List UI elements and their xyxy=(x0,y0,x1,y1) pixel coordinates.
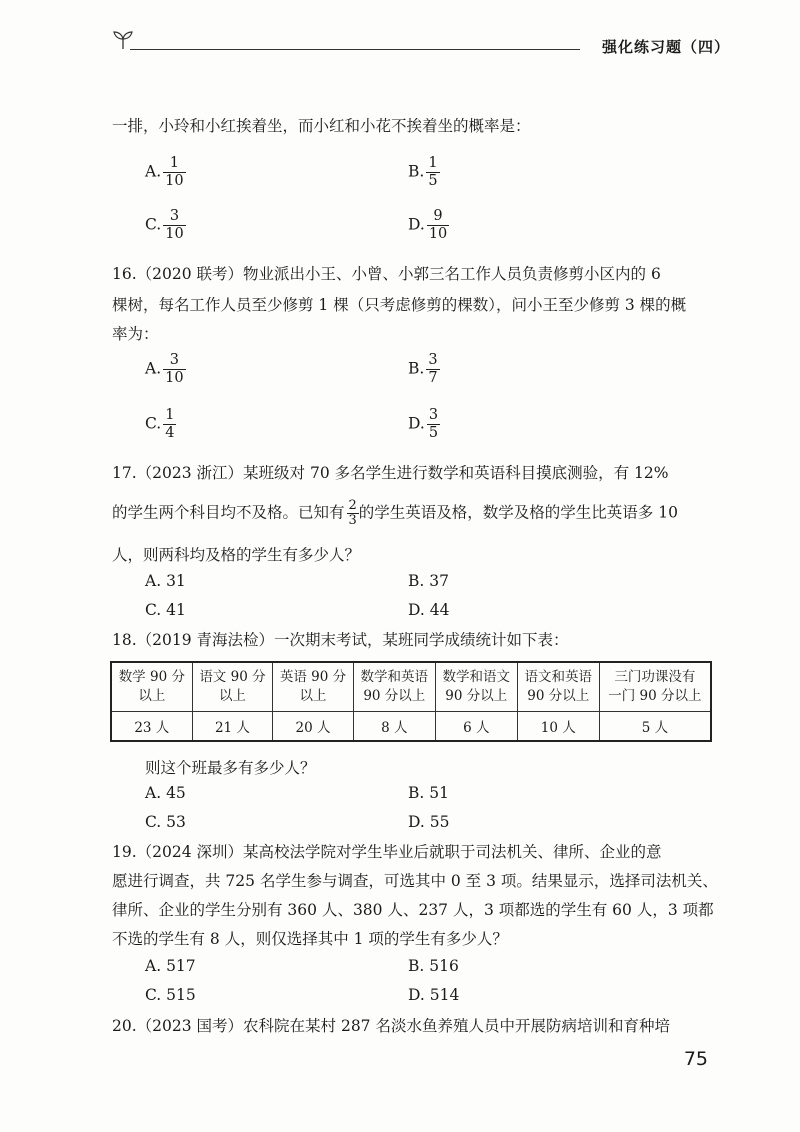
q17-line-3: 人，则两科均及格的学生有多少人？ xyxy=(112,546,361,564)
q16-option-c: C. $\frac{1}{4}$ xyxy=(145,407,175,441)
q18-option-b: B. 51 xyxy=(408,784,449,802)
q17-option-a: A. 31 xyxy=(145,572,186,590)
q19-option-a: A. 517 xyxy=(145,957,196,975)
header-rule xyxy=(130,49,580,50)
q18-option-d: D. 55 xyxy=(408,813,450,831)
q19-line-3: 律所、企业的学生分别有 360 人、380 人、237 人，3 项都选的学生有 60 人，3 项都 xyxy=(112,901,714,919)
q16-option-a: A. $\frac{3}{10}$ xyxy=(145,352,184,386)
q18-question: 则这个班最多有多少人？ xyxy=(145,759,316,777)
q18-option-a: A. 45 xyxy=(145,784,186,802)
q16-option-d: D. $\frac{3}{5}$ xyxy=(408,407,439,441)
score-table xyxy=(110,661,712,742)
q16-line-3: 率为： xyxy=(112,325,159,343)
table-header-row xyxy=(111,662,711,712)
fraction: $\frac{9}{10}$ xyxy=(428,208,448,242)
sprout-icon xyxy=(112,28,134,50)
table-header-cell: 语文 90 分 以上 xyxy=(192,662,273,712)
q20-line-1: 20.（2023 国考）农科院在某村 287 名淡水鱼养殖人员中开展防病培训和育种培 xyxy=(112,1017,670,1035)
q17-option-c: C. 41 xyxy=(145,601,186,619)
q19-option-c: C. 515 xyxy=(145,986,196,1004)
q19-line-4: 不选的学生有 8 人，则仅选择其中 1 项的学生有多少人？ xyxy=(112,930,508,948)
table-header-cell: 三门功课没有 一门 90 分以上 xyxy=(599,662,711,712)
table-header-cell: 数学 90 分 以上 xyxy=(111,662,192,712)
table-header-cell: 数学和英语 90 分以上 xyxy=(353,662,435,712)
q15-stem: 一排，小玲和小红挨着坐，而小红和小花不挨着坐的概率是： xyxy=(112,117,531,135)
q17-line-2: 的学生两个科目均不及格。已知有 $\frac{2}{3}$ 的学生英语及格，数学及格的学生比英语多 10 xyxy=(112,498,678,528)
q17-option-b: B. 37 xyxy=(408,572,449,590)
table-cell: 5 人 xyxy=(599,712,711,742)
q16-option-b: B. $\frac{3}{7}$ xyxy=(408,352,438,386)
q16-line-2: 棵树，每名工作人员至少修剪 1 棵（只考虑修剪的棵数），问小王至少修剪 3 棵的概 xyxy=(112,296,687,314)
fraction: $\frac{3}{5}$ xyxy=(428,407,439,441)
fraction: $\frac{1}{4}$ xyxy=(165,407,175,441)
fraction: $\frac{1}{5}$ xyxy=(428,155,438,189)
fraction: $\frac{3}{10}$ xyxy=(165,208,184,242)
q16-line-1: 16.（2020 联考）物业派出小王、小曾、小郭三名工作人员负责修剪小区内的 6 xyxy=(112,265,661,283)
fraction: $\frac{3}{7}$ xyxy=(428,352,438,386)
q19-line-2: 愿进行调查，共 725 名学生参与调查，可选其中 0 至 3 项。结果显示，选择司法机关、 xyxy=(112,872,718,890)
q18-option-c: C. 53 xyxy=(145,813,186,831)
q15-option-a: A. $\frac{1}{10}$ xyxy=(145,155,184,189)
q15-option-c: C. $\frac{3}{10}$ xyxy=(145,208,184,242)
page-header xyxy=(100,28,730,58)
q15-option-d: D. $\frac{9}{10}$ xyxy=(408,208,448,242)
table-cell: 23 人 xyxy=(111,712,192,742)
q19-line-1: 19.（2024 深圳）某高校法学院对学生毕业后就职于司法机关、律所、企业的意 xyxy=(112,843,662,861)
table-header-cell: 数学和语文 90 分以上 xyxy=(435,662,517,712)
q17-option-d: D. 44 xyxy=(408,601,450,619)
table-cell: 8 人 xyxy=(353,712,435,742)
table-header-cell: 英语 90 分 以上 xyxy=(273,662,354,712)
table-cell: 20 人 xyxy=(273,712,354,742)
q19-option-d: D. 514 xyxy=(408,986,460,1004)
section-title: 强化练习题（四） xyxy=(601,38,730,56)
table-header-cell: 语文和英语 90 分以上 xyxy=(517,662,599,712)
fraction: $\frac{1}{10}$ xyxy=(165,155,184,189)
table-cell: 6 人 xyxy=(435,712,517,742)
table-cell: 10 人 xyxy=(517,712,599,742)
q15-option-b: B. $\frac{1}{5}$ xyxy=(408,155,438,189)
fraction: $\frac{3}{10}$ xyxy=(165,352,184,386)
table-row xyxy=(111,712,711,742)
table-cell: 21 人 xyxy=(192,712,273,742)
fraction: $\frac{2}{3}$ xyxy=(348,498,357,528)
q18-line-1: 18.（2019 青海法检）一次期末考试，某班同学成绩统计如下表： xyxy=(112,631,569,649)
q19-option-b: B. 516 xyxy=(408,957,459,975)
page-number: 75 xyxy=(683,1048,708,1070)
q17-line-1: 17.（2023 浙江）某班级对 70 多名学生进行数学和英语科目摸底测验，有 12% xyxy=(112,464,669,482)
